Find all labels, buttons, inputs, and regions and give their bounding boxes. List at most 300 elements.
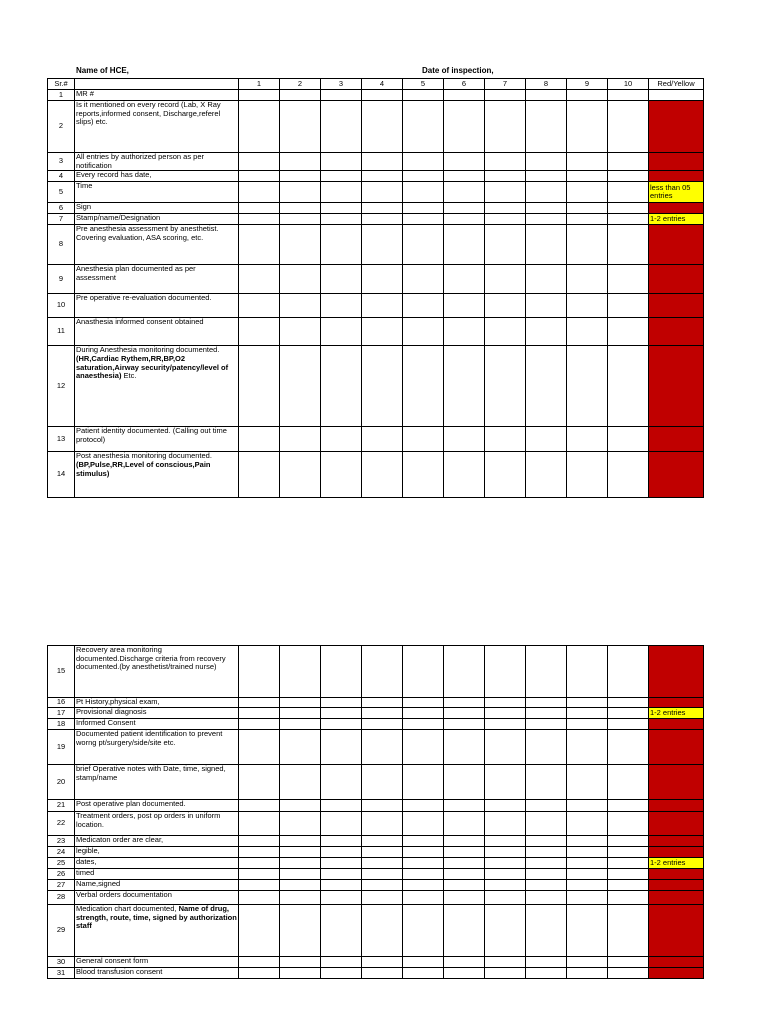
entry-cell-1[interactable] — [239, 880, 280, 891]
entry-cell-10[interactable] — [608, 812, 649, 836]
entry-cell-8[interactable] — [526, 869, 567, 880]
entry-cell-10[interactable] — [608, 203, 649, 214]
entry-cell-4[interactable] — [362, 968, 403, 979]
entry-cell-9[interactable] — [567, 153, 608, 171]
entry-cell-7[interactable] — [485, 891, 526, 905]
entry-cell-2[interactable] — [280, 847, 321, 858]
entry-cell-10[interactable] — [608, 858, 649, 869]
entry-cell-9[interactable] — [567, 182, 608, 203]
entry-cell-3[interactable] — [321, 214, 362, 225]
entry-cell-1[interactable] — [239, 905, 280, 957]
entry-cell-8[interactable] — [526, 708, 567, 719]
entry-cell-9[interactable] — [567, 765, 608, 800]
entry-cell-10[interactable] — [608, 225, 649, 265]
entry-cell-5[interactable] — [403, 869, 444, 880]
entry-cell-6[interactable] — [444, 858, 485, 869]
entry-cell-3[interactable] — [321, 730, 362, 765]
entry-cell-4[interactable] — [362, 265, 403, 294]
entry-cell-6[interactable] — [444, 708, 485, 719]
entry-cell-7[interactable] — [485, 869, 526, 880]
entry-cell-4[interactable] — [362, 905, 403, 957]
entry-cell-7[interactable] — [485, 836, 526, 847]
entry-cell-1[interactable] — [239, 765, 280, 800]
entry-cell-3[interactable] — [321, 101, 362, 153]
entry-cell-8[interactable] — [526, 891, 567, 905]
entry-cell-8[interactable] — [526, 880, 567, 891]
entry-cell-3[interactable] — [321, 203, 362, 214]
entry-cell-8[interactable] — [526, 730, 567, 765]
entry-cell-1[interactable] — [239, 858, 280, 869]
entry-cell-4[interactable] — [362, 698, 403, 708]
entry-cell-7[interactable] — [485, 101, 526, 153]
entry-cell-10[interactable] — [608, 847, 649, 858]
entry-cell-10[interactable] — [608, 880, 649, 891]
entry-cell-10[interactable] — [608, 452, 649, 498]
entry-cell-8[interactable] — [526, 836, 567, 847]
entry-cell-7[interactable] — [485, 203, 526, 214]
entry-cell-5[interactable] — [403, 847, 444, 858]
entry-cell-6[interactable] — [444, 452, 485, 498]
entry-cell-9[interactable] — [567, 318, 608, 346]
entry-cell-4[interactable] — [362, 101, 403, 153]
entry-cell-9[interactable] — [567, 836, 608, 847]
entry-cell-8[interactable] — [526, 153, 567, 171]
entry-cell-4[interactable] — [362, 836, 403, 847]
entry-cell-9[interactable] — [567, 698, 608, 708]
entry-cell-7[interactable] — [485, 225, 526, 265]
entry-cell-3[interactable] — [321, 905, 362, 957]
entry-cell-7[interactable] — [485, 153, 526, 171]
entry-cell-10[interactable] — [608, 646, 649, 698]
entry-cell-2[interactable] — [280, 730, 321, 765]
entry-cell-6[interactable] — [444, 957, 485, 968]
entry-cell-10[interactable] — [608, 957, 649, 968]
entry-cell-6[interactable] — [444, 968, 485, 979]
entry-cell-7[interactable] — [485, 452, 526, 498]
entry-cell-3[interactable] — [321, 182, 362, 203]
entry-cell-3[interactable] — [321, 836, 362, 847]
entry-cell-8[interactable] — [526, 847, 567, 858]
entry-cell-6[interactable] — [444, 225, 485, 265]
entry-cell-4[interactable] — [362, 346, 403, 427]
entry-cell-6[interactable] — [444, 153, 485, 171]
entry-cell-9[interactable] — [567, 891, 608, 905]
entry-cell-2[interactable] — [280, 182, 321, 203]
entry-cell-8[interactable] — [526, 452, 567, 498]
entry-cell-3[interactable] — [321, 294, 362, 318]
entry-cell-7[interactable] — [485, 765, 526, 800]
entry-cell-6[interactable] — [444, 765, 485, 800]
entry-cell-1[interactable] — [239, 171, 280, 182]
entry-cell-4[interactable] — [362, 765, 403, 800]
entry-cell-10[interactable] — [608, 765, 649, 800]
entry-cell-9[interactable] — [567, 719, 608, 730]
entry-cell-3[interactable] — [321, 968, 362, 979]
entry-cell-5[interactable] — [403, 101, 444, 153]
entry-cell-5[interactable] — [403, 203, 444, 214]
entry-cell-8[interactable] — [526, 858, 567, 869]
entry-cell-7[interactable] — [485, 427, 526, 452]
entry-cell-10[interactable] — [608, 318, 649, 346]
entry-cell-3[interactable] — [321, 957, 362, 968]
entry-cell-1[interactable] — [239, 836, 280, 847]
entry-cell-6[interactable] — [444, 891, 485, 905]
entry-cell-5[interactable] — [403, 765, 444, 800]
entry-cell-7[interactable] — [485, 880, 526, 891]
entry-cell-4[interactable] — [362, 203, 403, 214]
entry-cell-4[interactable] — [362, 730, 403, 765]
entry-cell-2[interactable] — [280, 968, 321, 979]
entry-cell-1[interactable] — [239, 452, 280, 498]
entry-cell-10[interactable] — [608, 153, 649, 171]
entry-cell-6[interactable] — [444, 800, 485, 812]
entry-cell-9[interactable] — [567, 957, 608, 968]
entry-cell-3[interactable] — [321, 698, 362, 708]
entry-cell-9[interactable] — [567, 427, 608, 452]
entry-cell-5[interactable] — [403, 905, 444, 957]
entry-cell-1[interactable] — [239, 730, 280, 765]
entry-cell-2[interactable] — [280, 880, 321, 891]
entry-cell-1[interactable] — [239, 101, 280, 153]
entry-cell-5[interactable] — [403, 265, 444, 294]
entry-cell-9[interactable] — [567, 708, 608, 719]
entry-cell-7[interactable] — [485, 182, 526, 203]
entry-cell-8[interactable] — [526, 203, 567, 214]
entry-cell-4[interactable] — [362, 646, 403, 698]
entry-cell-1[interactable] — [239, 225, 280, 265]
entry-cell-9[interactable] — [567, 646, 608, 698]
entry-cell-10[interactable] — [608, 708, 649, 719]
entry-cell-9[interactable] — [567, 869, 608, 880]
entry-cell-10[interactable] — [608, 836, 649, 847]
entry-cell-1[interactable] — [239, 427, 280, 452]
entry-cell-4[interactable] — [362, 452, 403, 498]
entry-cell-4[interactable] — [362, 708, 403, 719]
entry-cell-3[interactable] — [321, 346, 362, 427]
entry-cell-2[interactable] — [280, 153, 321, 171]
entry-cell-10[interactable] — [608, 891, 649, 905]
entry-cell-1[interactable] — [239, 214, 280, 225]
entry-cell-6[interactable] — [444, 171, 485, 182]
entry-cell-3[interactable] — [321, 225, 362, 265]
entry-cell-5[interactable] — [403, 171, 444, 182]
entry-cell-2[interactable] — [280, 836, 321, 847]
entry-cell-8[interactable] — [526, 765, 567, 800]
entry-cell-3[interactable] — [321, 265, 362, 294]
entry-cell-2[interactable] — [280, 957, 321, 968]
entry-cell-9[interactable] — [567, 265, 608, 294]
entry-cell-8[interactable] — [526, 346, 567, 427]
entry-cell-7[interactable] — [485, 90, 526, 101]
entry-cell-7[interactable] — [485, 318, 526, 346]
entry-cell-5[interactable] — [403, 452, 444, 498]
entry-cell-8[interactable] — [526, 427, 567, 452]
entry-cell-4[interactable] — [362, 880, 403, 891]
entry-cell-3[interactable] — [321, 318, 362, 346]
entry-cell-9[interactable] — [567, 800, 608, 812]
entry-cell-8[interactable] — [526, 905, 567, 957]
entry-cell-7[interactable] — [485, 265, 526, 294]
entry-cell-6[interactable] — [444, 836, 485, 847]
entry-cell-1[interactable] — [239, 90, 280, 101]
entry-cell-9[interactable] — [567, 452, 608, 498]
entry-cell-6[interactable] — [444, 719, 485, 730]
entry-cell-2[interactable] — [280, 427, 321, 452]
entry-cell-1[interactable] — [239, 847, 280, 858]
entry-cell-4[interactable] — [362, 427, 403, 452]
entry-cell-9[interactable] — [567, 812, 608, 836]
entry-cell-10[interactable] — [608, 869, 649, 880]
entry-cell-5[interactable] — [403, 90, 444, 101]
entry-cell-7[interactable] — [485, 968, 526, 979]
entry-cell-1[interactable] — [239, 294, 280, 318]
entry-cell-2[interactable] — [280, 203, 321, 214]
entry-cell-8[interactable] — [526, 294, 567, 318]
entry-cell-2[interactable] — [280, 346, 321, 427]
entry-cell-9[interactable] — [567, 730, 608, 765]
entry-cell-5[interactable] — [403, 858, 444, 869]
entry-cell-4[interactable] — [362, 171, 403, 182]
entry-cell-1[interactable] — [239, 869, 280, 880]
entry-cell-5[interactable] — [403, 294, 444, 318]
entry-cell-8[interactable] — [526, 957, 567, 968]
entry-cell-3[interactable] — [321, 800, 362, 812]
entry-cell-5[interactable] — [403, 891, 444, 905]
entry-cell-2[interactable] — [280, 905, 321, 957]
entry-cell-10[interactable] — [608, 968, 649, 979]
entry-cell-8[interactable] — [526, 719, 567, 730]
entry-cell-6[interactable] — [444, 90, 485, 101]
entry-cell-3[interactable] — [321, 427, 362, 452]
entry-cell-5[interactable] — [403, 182, 444, 203]
entry-cell-9[interactable] — [567, 203, 608, 214]
entry-cell-8[interactable] — [526, 812, 567, 836]
entry-cell-10[interactable] — [608, 427, 649, 452]
entry-cell-1[interactable] — [239, 800, 280, 812]
entry-cell-1[interactable] — [239, 318, 280, 346]
entry-cell-6[interactable] — [444, 101, 485, 153]
entry-cell-10[interactable] — [608, 265, 649, 294]
entry-cell-9[interactable] — [567, 905, 608, 957]
entry-cell-5[interactable] — [403, 708, 444, 719]
entry-cell-9[interactable] — [567, 171, 608, 182]
entry-cell-8[interactable] — [526, 800, 567, 812]
entry-cell-5[interactable] — [403, 427, 444, 452]
entry-cell-1[interactable] — [239, 265, 280, 294]
entry-cell-1[interactable] — [239, 891, 280, 905]
entry-cell-5[interactable] — [403, 318, 444, 346]
entry-cell-1[interactable] — [239, 346, 280, 427]
entry-cell-10[interactable] — [608, 719, 649, 730]
entry-cell-10[interactable] — [608, 698, 649, 708]
entry-cell-8[interactable] — [526, 318, 567, 346]
entry-cell-3[interactable] — [321, 880, 362, 891]
entry-cell-3[interactable] — [321, 171, 362, 182]
entry-cell-8[interactable] — [526, 101, 567, 153]
entry-cell-5[interactable] — [403, 719, 444, 730]
entry-cell-10[interactable] — [608, 800, 649, 812]
entry-cell-5[interactable] — [403, 153, 444, 171]
entry-cell-7[interactable] — [485, 858, 526, 869]
entry-cell-6[interactable] — [444, 730, 485, 765]
entry-cell-10[interactable] — [608, 214, 649, 225]
entry-cell-6[interactable] — [444, 812, 485, 836]
entry-cell-6[interactable] — [444, 214, 485, 225]
entry-cell-2[interactable] — [280, 698, 321, 708]
entry-cell-2[interactable] — [280, 294, 321, 318]
entry-cell-3[interactable] — [321, 812, 362, 836]
entry-cell-3[interactable] — [321, 869, 362, 880]
entry-cell-7[interactable] — [485, 905, 526, 957]
entry-cell-3[interactable] — [321, 847, 362, 858]
entry-cell-5[interactable] — [403, 800, 444, 812]
entry-cell-2[interactable] — [280, 214, 321, 225]
entry-cell-7[interactable] — [485, 294, 526, 318]
entry-cell-2[interactable] — [280, 225, 321, 265]
entry-cell-5[interactable] — [403, 346, 444, 427]
entry-cell-10[interactable] — [608, 294, 649, 318]
entry-cell-9[interactable] — [567, 225, 608, 265]
entry-cell-8[interactable] — [526, 171, 567, 182]
entry-cell-10[interactable] — [608, 182, 649, 203]
entry-cell-2[interactable] — [280, 719, 321, 730]
entry-cell-8[interactable] — [526, 698, 567, 708]
entry-cell-4[interactable] — [362, 294, 403, 318]
entry-cell-1[interactable] — [239, 957, 280, 968]
entry-cell-6[interactable] — [444, 294, 485, 318]
entry-cell-7[interactable] — [485, 708, 526, 719]
entry-cell-5[interactable] — [403, 968, 444, 979]
entry-cell-6[interactable] — [444, 427, 485, 452]
entry-cell-6[interactable] — [444, 265, 485, 294]
entry-cell-4[interactable] — [362, 225, 403, 265]
entry-cell-7[interactable] — [485, 719, 526, 730]
entry-cell-2[interactable] — [280, 800, 321, 812]
entry-cell-8[interactable] — [526, 968, 567, 979]
entry-cell-6[interactable] — [444, 318, 485, 346]
entry-cell-2[interactable] — [280, 812, 321, 836]
entry-cell-5[interactable] — [403, 836, 444, 847]
entry-cell-5[interactable] — [403, 880, 444, 891]
entry-cell-7[interactable] — [485, 800, 526, 812]
entry-cell-7[interactable] — [485, 957, 526, 968]
entry-cell-2[interactable] — [280, 891, 321, 905]
entry-cell-5[interactable] — [403, 698, 444, 708]
entry-cell-6[interactable] — [444, 880, 485, 891]
entry-cell-2[interactable] — [280, 265, 321, 294]
entry-cell-5[interactable] — [403, 214, 444, 225]
entry-cell-4[interactable] — [362, 182, 403, 203]
entry-cell-10[interactable] — [608, 90, 649, 101]
entry-cell-8[interactable] — [526, 214, 567, 225]
entry-cell-2[interactable] — [280, 869, 321, 880]
entry-cell-1[interactable] — [239, 182, 280, 203]
entry-cell-4[interactable] — [362, 891, 403, 905]
entry-cell-2[interactable] — [280, 101, 321, 153]
entry-cell-1[interactable] — [239, 698, 280, 708]
entry-cell-2[interactable] — [280, 318, 321, 346]
entry-cell-5[interactable] — [403, 225, 444, 265]
entry-cell-3[interactable] — [321, 891, 362, 905]
entry-cell-9[interactable] — [567, 90, 608, 101]
entry-cell-4[interactable] — [362, 800, 403, 812]
entry-cell-7[interactable] — [485, 812, 526, 836]
entry-cell-7[interactable] — [485, 171, 526, 182]
entry-cell-8[interactable] — [526, 182, 567, 203]
entry-cell-1[interactable] — [239, 153, 280, 171]
entry-cell-2[interactable] — [280, 171, 321, 182]
entry-cell-9[interactable] — [567, 294, 608, 318]
entry-cell-4[interactable] — [362, 869, 403, 880]
entry-cell-1[interactable] — [239, 646, 280, 698]
entry-cell-4[interactable] — [362, 719, 403, 730]
entry-cell-4[interactable] — [362, 957, 403, 968]
entry-cell-3[interactable] — [321, 858, 362, 869]
entry-cell-4[interactable] — [362, 318, 403, 346]
entry-cell-10[interactable] — [608, 730, 649, 765]
entry-cell-7[interactable] — [485, 214, 526, 225]
entry-cell-4[interactable] — [362, 153, 403, 171]
entry-cell-10[interactable] — [608, 346, 649, 427]
entry-cell-8[interactable] — [526, 646, 567, 698]
entry-cell-2[interactable] — [280, 765, 321, 800]
entry-cell-8[interactable] — [526, 90, 567, 101]
entry-cell-5[interactable] — [403, 957, 444, 968]
entry-cell-1[interactable] — [239, 708, 280, 719]
entry-cell-4[interactable] — [362, 214, 403, 225]
entry-cell-6[interactable] — [444, 698, 485, 708]
entry-cell-3[interactable] — [321, 765, 362, 800]
entry-cell-2[interactable] — [280, 708, 321, 719]
entry-cell-1[interactable] — [239, 203, 280, 214]
entry-cell-7[interactable] — [485, 346, 526, 427]
entry-cell-9[interactable] — [567, 214, 608, 225]
entry-cell-2[interactable] — [280, 858, 321, 869]
entry-cell-1[interactable] — [239, 812, 280, 836]
entry-cell-2[interactable] — [280, 452, 321, 498]
entry-cell-4[interactable] — [362, 858, 403, 869]
entry-cell-10[interactable] — [608, 905, 649, 957]
entry-cell-1[interactable] — [239, 719, 280, 730]
entry-cell-2[interactable] — [280, 90, 321, 101]
entry-cell-10[interactable] — [608, 171, 649, 182]
entry-cell-3[interactable] — [321, 153, 362, 171]
entry-cell-2[interactable] — [280, 646, 321, 698]
entry-cell-7[interactable] — [485, 847, 526, 858]
entry-cell-9[interactable] — [567, 847, 608, 858]
entry-cell-9[interactable] — [567, 880, 608, 891]
entry-cell-9[interactable] — [567, 346, 608, 427]
entry-cell-3[interactable] — [321, 719, 362, 730]
entry-cell-6[interactable] — [444, 869, 485, 880]
entry-cell-6[interactable] — [444, 182, 485, 203]
entry-cell-4[interactable] — [362, 90, 403, 101]
entry-cell-6[interactable] — [444, 847, 485, 858]
entry-cell-6[interactable] — [444, 905, 485, 957]
entry-cell-1[interactable] — [239, 968, 280, 979]
entry-cell-5[interactable] — [403, 646, 444, 698]
entry-cell-5[interactable] — [403, 812, 444, 836]
entry-cell-7[interactable] — [485, 730, 526, 765]
entry-cell-3[interactable] — [321, 708, 362, 719]
entry-cell-6[interactable] — [444, 346, 485, 427]
entry-cell-3[interactable] — [321, 90, 362, 101]
entry-cell-10[interactable] — [608, 101, 649, 153]
entry-cell-6[interactable] — [444, 203, 485, 214]
entry-cell-7[interactable] — [485, 698, 526, 708]
entry-cell-3[interactable] — [321, 452, 362, 498]
entry-cell-4[interactable] — [362, 812, 403, 836]
